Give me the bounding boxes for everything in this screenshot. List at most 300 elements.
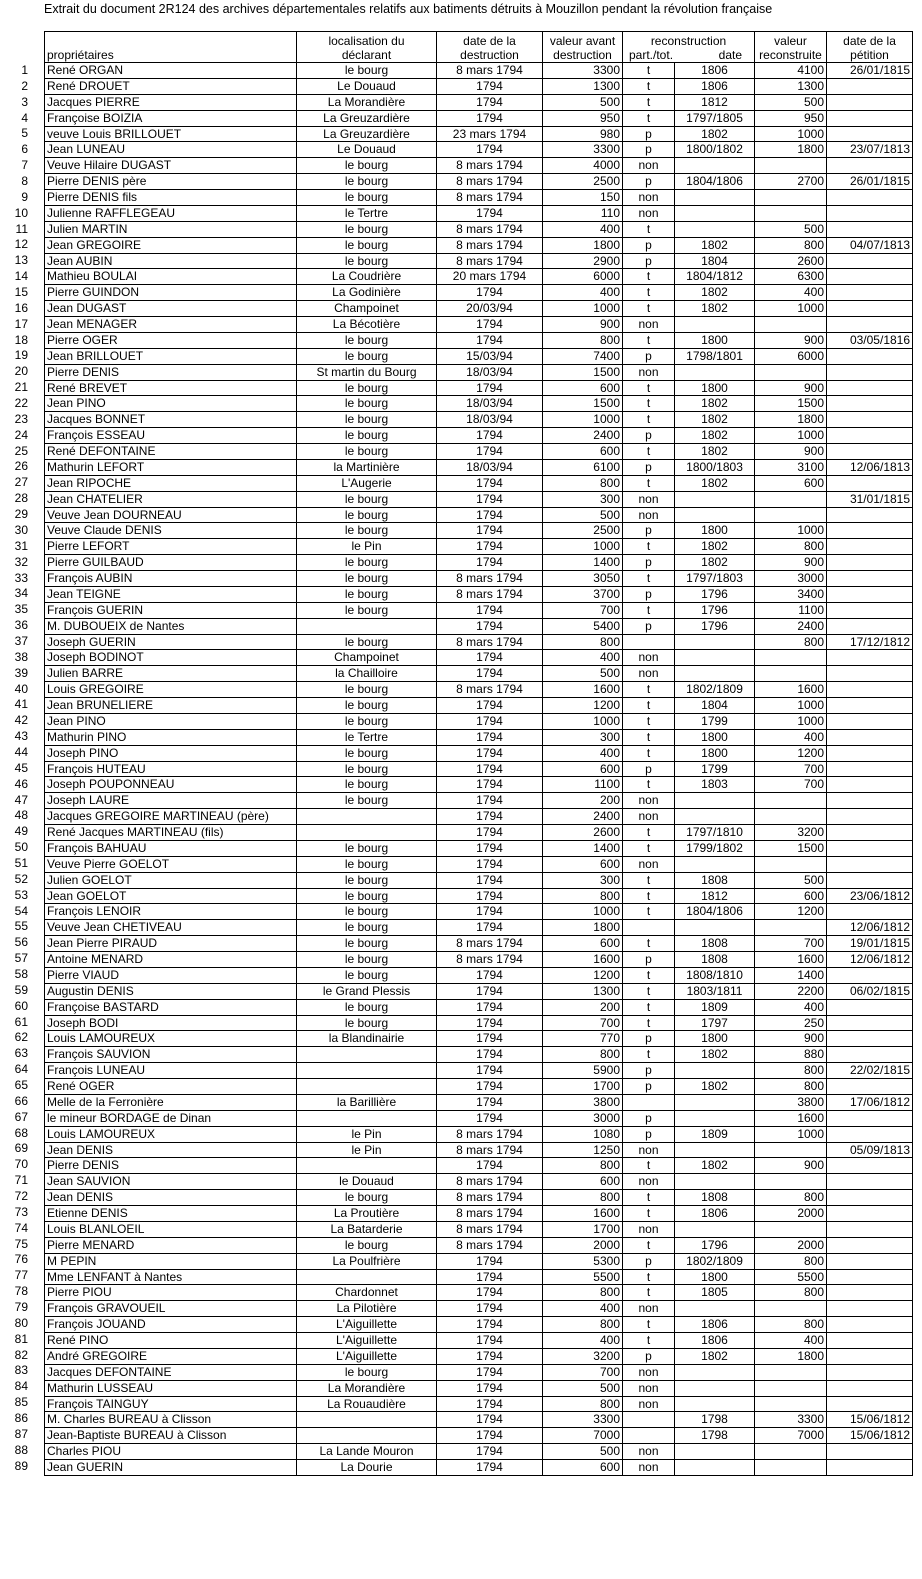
- cell-localisation: le bourg: [297, 872, 437, 888]
- cell-recon-date: [675, 158, 755, 174]
- cell-date-destruction: 1794: [437, 825, 543, 841]
- row-number: 16: [14, 300, 28, 315]
- table-row: [45, 412, 913, 428]
- cell-localisation: le bourg: [297, 158, 437, 174]
- cell-localisation: La Rouaudière: [297, 1396, 437, 1412]
- cell-proprietaire: Pierre DENIS père: [45, 174, 297, 190]
- cell-valeur-avant: 400: [543, 1301, 623, 1317]
- cell-localisation: le bourg: [297, 412, 437, 428]
- cell-localisation: La Batarderie: [297, 1221, 437, 1237]
- cell-valeur-avant: 1600: [543, 682, 623, 698]
- cell-valeur-reconstruite: 800: [755, 237, 827, 253]
- cell-date-petition: [827, 1158, 913, 1174]
- cell-localisation: le bourg: [297, 190, 437, 206]
- cell-recon-date: [675, 190, 755, 206]
- cell-date-destruction: 1794: [437, 888, 543, 904]
- cell-recon-date: 1797/1810: [675, 825, 755, 841]
- cell-recon-date: 1800/1802: [675, 142, 755, 158]
- cell-recon-date: 1800: [675, 332, 755, 348]
- cell-date-destruction: 1794: [437, 856, 543, 872]
- cell-valeur-avant: 200: [543, 999, 623, 1015]
- cell-valeur-avant: 500: [543, 1380, 623, 1396]
- cell-valeur-reconstruite: [755, 920, 827, 936]
- cell-valeur-avant: 500: [543, 1444, 623, 1460]
- cell-date-petition: [827, 713, 913, 729]
- row-number: 60: [14, 998, 28, 1013]
- cell-recon-date: [675, 1094, 755, 1110]
- table-row: [45, 555, 913, 571]
- header-valeur-reconstruite: valeur reconstruite: [755, 32, 827, 63]
- cell-valeur-avant: 3700: [543, 586, 623, 602]
- cell-localisation: le bourg: [297, 698, 437, 714]
- cell-part-tot: p: [623, 1126, 675, 1142]
- row-number: 58: [14, 966, 28, 981]
- cell-valeur-reconstruite: 1100: [755, 602, 827, 618]
- cell-valeur-avant: 1700: [543, 1079, 623, 1095]
- cell-recon-date: 1809: [675, 1126, 755, 1142]
- cell-valeur-reconstruite: 800: [755, 634, 827, 650]
- cell-proprietaire: Augustin DENIS: [45, 983, 297, 999]
- cell-date-destruction: 1794: [437, 1063, 543, 1079]
- cell-recon-date: 1804/1812: [675, 269, 755, 285]
- cell-date-destruction: 1794: [437, 1412, 543, 1428]
- cell-localisation: le bourg: [297, 745, 437, 761]
- cell-valeur-avant: 300: [543, 729, 623, 745]
- table-row: [45, 634, 913, 650]
- row-number: 68: [14, 1125, 28, 1140]
- table-row: [45, 1031, 913, 1047]
- row-number: 40: [14, 681, 28, 696]
- cell-localisation: [297, 809, 437, 825]
- cell-localisation: la Barillière: [297, 1094, 437, 1110]
- table-row: [45, 1237, 913, 1253]
- cell-proprietaire: Joseph GUERIN: [45, 634, 297, 650]
- cell-valeur-reconstruite: 1800: [755, 412, 827, 428]
- cell-valeur-avant: 1100: [543, 777, 623, 793]
- cell-part-tot: non: [623, 793, 675, 809]
- cell-part-tot: t: [623, 78, 675, 94]
- cell-valeur-reconstruite: 5500: [755, 1269, 827, 1285]
- cell-valeur-avant: 1000: [543, 904, 623, 920]
- cell-date-petition: [827, 809, 913, 825]
- cell-localisation: le bourg: [297, 507, 437, 523]
- cell-date-destruction: 1794: [437, 1301, 543, 1317]
- cell-localisation: le bourg: [297, 586, 437, 602]
- cell-proprietaire: Louis LAMOUREUX: [45, 1031, 297, 1047]
- cell-valeur-avant: 2400: [543, 809, 623, 825]
- cell-date-petition: [827, 904, 913, 920]
- cell-localisation: le Douaud: [297, 1174, 437, 1190]
- cell-valeur-avant: 950: [543, 110, 623, 126]
- row-number: 43: [14, 729, 28, 744]
- cell-recon-date: 1802: [675, 475, 755, 491]
- cell-recon-date: 1808/1810: [675, 967, 755, 983]
- row-number: 23: [14, 411, 28, 426]
- row-number: 41: [14, 697, 28, 712]
- cell-proprietaire: Veuve Jean CHETIVEAU: [45, 920, 297, 936]
- row-number: 27: [14, 475, 28, 490]
- cell-recon-date: 1803/1811: [675, 983, 755, 999]
- cell-localisation: le bourg: [297, 571, 437, 587]
- cell-date-destruction: 1794: [437, 840, 543, 856]
- table-row: [45, 1380, 913, 1396]
- table-row: [45, 904, 913, 920]
- cell-valeur-reconstruite: 1800: [755, 1348, 827, 1364]
- cell-valeur-reconstruite: 500: [755, 221, 827, 237]
- cell-valeur-reconstruite: 1500: [755, 840, 827, 856]
- cell-localisation: Champoinet: [297, 301, 437, 317]
- cell-valeur-avant: 700: [543, 602, 623, 618]
- cell-localisation: La Pilotière: [297, 1301, 437, 1317]
- cell-proprietaire: M. Charles BUREAU à Clisson: [45, 1412, 297, 1428]
- cell-date-destruction: 1794: [437, 729, 543, 745]
- cell-part-tot: t: [623, 571, 675, 587]
- table-row: [45, 380, 913, 396]
- cell-recon-date: 1806: [675, 78, 755, 94]
- cell-proprietaire: Jean DUGAST: [45, 301, 297, 317]
- cell-localisation: le bourg: [297, 904, 437, 920]
- table-row: [45, 888, 913, 904]
- cell-date-petition: [827, 1126, 913, 1142]
- cell-date-petition: [827, 555, 913, 571]
- cell-part-tot: t: [623, 840, 675, 856]
- cell-valeur-reconstruite: 500: [755, 94, 827, 110]
- cell-localisation: La Dourie: [297, 1460, 437, 1476]
- table-row: [45, 1317, 913, 1333]
- row-number: 52: [14, 871, 28, 886]
- cell-date-petition: [827, 999, 913, 1015]
- table-row: [45, 364, 913, 380]
- cell-date-destruction: 1794: [437, 317, 543, 333]
- cell-proprietaire: Jean LUNEAU: [45, 142, 297, 158]
- cell-proprietaire: Jean Pierre PIRAUD: [45, 936, 297, 952]
- cell-part-tot: t: [623, 872, 675, 888]
- table-row: [45, 221, 913, 237]
- cell-date-petition: 12/06/1812: [827, 920, 913, 936]
- cell-part-tot: t: [623, 110, 675, 126]
- cell-part-tot: t: [623, 1206, 675, 1222]
- row-number-column: [0, 63, 36, 1474]
- cell-valeur-reconstruite: 900: [755, 332, 827, 348]
- table-row: [45, 745, 913, 761]
- cell-valeur-avant: 1600: [543, 952, 623, 968]
- cell-date-petition: [827, 348, 913, 364]
- table-row: [45, 1015, 913, 1031]
- cell-valeur-avant: 600: [543, 1174, 623, 1190]
- cell-date-petition: 05/09/1813: [827, 1142, 913, 1158]
- header-part-tot: part./tot.: [629, 48, 674, 62]
- cell-date-petition: [827, 967, 913, 983]
- cell-valeur-avant: 1000: [543, 301, 623, 317]
- cell-valeur-avant: 900: [543, 317, 623, 333]
- cell-valeur-avant: 1600: [543, 1206, 623, 1222]
- table-row: [45, 110, 913, 126]
- cell-recon-date: 1804: [675, 698, 755, 714]
- cell-valeur-reconstruite: 700: [755, 777, 827, 793]
- cell-localisation: le Pin: [297, 1142, 437, 1158]
- cell-localisation: le Tertre: [297, 729, 437, 745]
- row-number: 61: [14, 1014, 28, 1029]
- row-number: 79: [14, 1300, 28, 1315]
- cell-part-tot: t: [623, 301, 675, 317]
- table-row: [45, 1444, 913, 1460]
- cell-recon-date: 1798/1801: [675, 348, 755, 364]
- cell-valeur-reconstruite: 250: [755, 1015, 827, 1031]
- table-row: [45, 1348, 913, 1364]
- cell-date-petition: [827, 1364, 913, 1380]
- cell-date-petition: [827, 1269, 913, 1285]
- cell-date-petition: [827, 586, 913, 602]
- cell-date-petition: 12/06/1812: [827, 952, 913, 968]
- cell-date-destruction: 1794: [437, 618, 543, 634]
- cell-date-destruction: 1794: [437, 1380, 543, 1396]
- cell-proprietaire: François TAINGUY: [45, 1396, 297, 1412]
- cell-date-destruction: 8 mars 1794: [437, 936, 543, 952]
- cell-proprietaire: Pierre VIAUD: [45, 967, 297, 983]
- cell-part-tot: p: [623, 1079, 675, 1095]
- cell-proprietaire: Pierre DENIS: [45, 364, 297, 380]
- row-number: 6: [21, 142, 28, 157]
- cell-proprietaire: Etienne DENIS: [45, 1206, 297, 1222]
- cell-recon-date: [675, 793, 755, 809]
- cell-date-petition: 23/07/1813: [827, 142, 913, 158]
- table-row: [45, 428, 913, 444]
- cell-localisation: le bourg: [297, 602, 437, 618]
- cell-valeur-avant: 6000: [543, 269, 623, 285]
- cell-date-petition: [827, 285, 913, 301]
- cell-proprietaire: Joseph PINO: [45, 745, 297, 761]
- table-row: [45, 78, 913, 94]
- cell-part-tot: t: [623, 777, 675, 793]
- cell-proprietaire: Louis GREGOIRE: [45, 682, 297, 698]
- cell-recon-date: [675, 1221, 755, 1237]
- cell-recon-date: 1808: [675, 952, 755, 968]
- row-number: 65: [14, 1078, 28, 1092]
- cell-proprietaire: Jean PINO: [45, 396, 297, 412]
- cell-valeur-reconstruite: 1600: [755, 952, 827, 968]
- cell-recon-date: [675, 1460, 755, 1476]
- cell-date-destruction: 1794: [437, 491, 543, 507]
- cell-part-tot: t: [623, 825, 675, 841]
- cell-date-petition: [827, 364, 913, 380]
- cell-recon-date: 1802: [675, 1158, 755, 1174]
- cell-recon-date: 1803: [675, 777, 755, 793]
- cell-localisation: La Morandière: [297, 1380, 437, 1396]
- cell-date-destruction: 1794: [437, 904, 543, 920]
- cell-valeur-avant: 400: [543, 1333, 623, 1349]
- cell-recon-date: 1804: [675, 253, 755, 269]
- row-number: 22: [14, 396, 28, 411]
- cell-date-petition: [827, 412, 913, 428]
- cell-valeur-avant: 1800: [543, 237, 623, 253]
- row-number: 3: [21, 94, 28, 109]
- row-number: 83: [14, 1363, 28, 1378]
- cell-part-tot: p: [623, 428, 675, 444]
- row-number: 8: [21, 174, 28, 189]
- cell-valeur-reconstruite: 1200: [755, 745, 827, 761]
- cell-proprietaire: Pierre DENIS: [45, 1158, 297, 1174]
- cell-date-destruction: 1794: [437, 967, 543, 983]
- cell-valeur-avant: 3300: [543, 142, 623, 158]
- row-number: 38: [14, 649, 28, 664]
- cell-localisation: le bourg: [297, 1237, 437, 1253]
- table-row: [45, 1190, 913, 1206]
- cell-valeur-reconstruite: 700: [755, 761, 827, 777]
- header-valeur-avant: valeur avant destruction: [543, 32, 623, 63]
- cell-valeur-reconstruite: 400: [755, 999, 827, 1015]
- cell-valeur-avant: 1080: [543, 1126, 623, 1142]
- row-number: 10: [14, 205, 28, 220]
- cell-date-petition: [827, 650, 913, 666]
- table-row: [45, 856, 913, 872]
- cell-date-destruction: 1794: [437, 1460, 543, 1476]
- row-number: 81: [14, 1331, 28, 1346]
- cell-date-petition: 17/12/1812: [827, 634, 913, 650]
- cell-recon-date: [675, 221, 755, 237]
- cell-proprietaire: Jean SAUVION: [45, 1174, 297, 1190]
- cell-localisation: la Martinière: [297, 459, 437, 475]
- cell-localisation: le bourg: [297, 380, 437, 396]
- cell-localisation: le bourg: [297, 348, 437, 364]
- cell-part-tot: t: [623, 967, 675, 983]
- cell-recon-date: 1808: [675, 872, 755, 888]
- table-row: [45, 507, 913, 523]
- cell-recon-date: [675, 491, 755, 507]
- cell-date-destruction: 1794: [437, 555, 543, 571]
- table-row: [45, 1333, 913, 1349]
- table-row: [45, 1285, 913, 1301]
- cell-date-destruction: 8 mars 1794: [437, 571, 543, 587]
- cell-valeur-avant: 600: [543, 856, 623, 872]
- cell-recon-date: [675, 1444, 755, 1460]
- cell-part-tot: p: [623, 459, 675, 475]
- row-number: 39: [14, 665, 28, 680]
- cell-part-tot: non: [623, 1460, 675, 1476]
- cell-date-destruction: 1794: [437, 539, 543, 555]
- cell-part-tot: t: [623, 332, 675, 348]
- cell-valeur-avant: 1300: [543, 983, 623, 999]
- cell-valeur-reconstruite: [755, 1380, 827, 1396]
- cell-valeur-avant: 800: [543, 475, 623, 491]
- cell-valeur-avant: 980: [543, 126, 623, 142]
- table-row: [45, 793, 913, 809]
- cell-date-petition: 26/01/1815: [827, 174, 913, 190]
- cell-localisation: le bourg: [297, 840, 437, 856]
- cell-valeur-avant: 800: [543, 1158, 623, 1174]
- cell-recon-date: 1804/1806: [675, 174, 755, 190]
- cell-valeur-avant: 2900: [543, 253, 623, 269]
- row-number: 21: [14, 380, 28, 395]
- cell-localisation: le bourg: [297, 332, 437, 348]
- cell-localisation: le Pin: [297, 1126, 437, 1142]
- cell-valeur-reconstruite: 1400: [755, 967, 827, 983]
- cell-date-destruction: 8 mars 1794: [437, 634, 543, 650]
- row-number: 56: [14, 935, 28, 950]
- cell-recon-date: 1808: [675, 936, 755, 952]
- cell-proprietaire: Jean-Baptiste BUREAU à Clisson: [45, 1428, 297, 1444]
- cell-valeur-reconstruite: 900: [755, 444, 827, 460]
- cell-part-tot: t: [623, 380, 675, 396]
- table-row: [45, 1364, 913, 1380]
- cell-part-tot: p: [623, 1031, 675, 1047]
- cell-localisation: le bourg: [297, 936, 437, 952]
- cell-date-petition: [827, 539, 913, 555]
- table-row: [45, 1174, 913, 1190]
- cell-date-destruction: 8 mars 1794: [437, 1190, 543, 1206]
- cell-proprietaire: François LENOIR: [45, 904, 297, 920]
- cell-part-tot: non: [623, 364, 675, 380]
- cell-recon-date: 1800: [675, 523, 755, 539]
- cell-proprietaire: André GREGOIRE: [45, 1348, 297, 1364]
- row-number: 64: [14, 1062, 28, 1077]
- table-row: [45, 1142, 913, 1158]
- row-number: 17: [14, 316, 28, 331]
- cell-proprietaire: François GRAVOUEIL: [45, 1301, 297, 1317]
- cell-valeur-avant: 3200: [543, 1348, 623, 1364]
- cell-date-destruction: 1794: [437, 713, 543, 729]
- row-number: 1: [21, 63, 28, 77]
- row-number: 20: [14, 364, 28, 379]
- cell-part-tot: non: [623, 666, 675, 682]
- row-number: 7: [21, 158, 28, 173]
- row-number: 72: [14, 1189, 28, 1204]
- cell-part-tot: t: [623, 221, 675, 237]
- cell-valeur-avant: 2500: [543, 523, 623, 539]
- cell-localisation: Le Douaud: [297, 142, 437, 158]
- cell-recon-date: 1799: [675, 713, 755, 729]
- cell-recon-date: [675, 1063, 755, 1079]
- cell-part-tot: t: [623, 94, 675, 110]
- cell-recon-date: 1799/1802: [675, 840, 755, 856]
- cell-part-tot: t: [623, 698, 675, 714]
- cell-date-destruction: 1794: [437, 809, 543, 825]
- row-number: 34: [14, 586, 28, 601]
- cell-localisation: [297, 1158, 437, 1174]
- cell-date-petition: [827, 190, 913, 206]
- table-row: [45, 809, 913, 825]
- cell-part-tot: p: [623, 253, 675, 269]
- cell-part-tot: t: [623, 475, 675, 491]
- row-number: 4: [21, 110, 28, 125]
- cell-valeur-avant: 3050: [543, 571, 623, 587]
- cell-recon-date: 1808: [675, 1190, 755, 1206]
- cell-recon-date: 1798: [675, 1428, 755, 1444]
- cell-valeur-avant: 700: [543, 1015, 623, 1031]
- cell-recon-date: 1797/1805: [675, 110, 755, 126]
- row-number: 71: [14, 1173, 28, 1188]
- cell-date-destruction: 8 mars 1794: [437, 221, 543, 237]
- cell-valeur-avant: 5900: [543, 1063, 623, 1079]
- cell-part-tot: t: [623, 269, 675, 285]
- row-number: 18: [14, 332, 28, 347]
- cell-valeur-reconstruite: 4100: [755, 63, 827, 79]
- table-row: [45, 713, 913, 729]
- cell-valeur-reconstruite: 1300: [755, 78, 827, 94]
- cell-valeur-reconstruite: [755, 793, 827, 809]
- cell-part-tot: non: [623, 1364, 675, 1380]
- cell-recon-date: 1806: [675, 63, 755, 79]
- row-number: 42: [14, 713, 28, 728]
- cell-part-tot: t: [623, 285, 675, 301]
- cell-valeur-reconstruite: [755, 666, 827, 682]
- cell-date-petition: [827, 428, 913, 444]
- row-number: 80: [14, 1315, 28, 1330]
- cell-part-tot: t: [623, 999, 675, 1015]
- table-row: [45, 1206, 913, 1222]
- cell-proprietaire: Pierre LEFORT: [45, 539, 297, 555]
- cell-part-tot: p: [623, 618, 675, 634]
- cell-proprietaire: Veuve Jean DOURNEAU: [45, 507, 297, 523]
